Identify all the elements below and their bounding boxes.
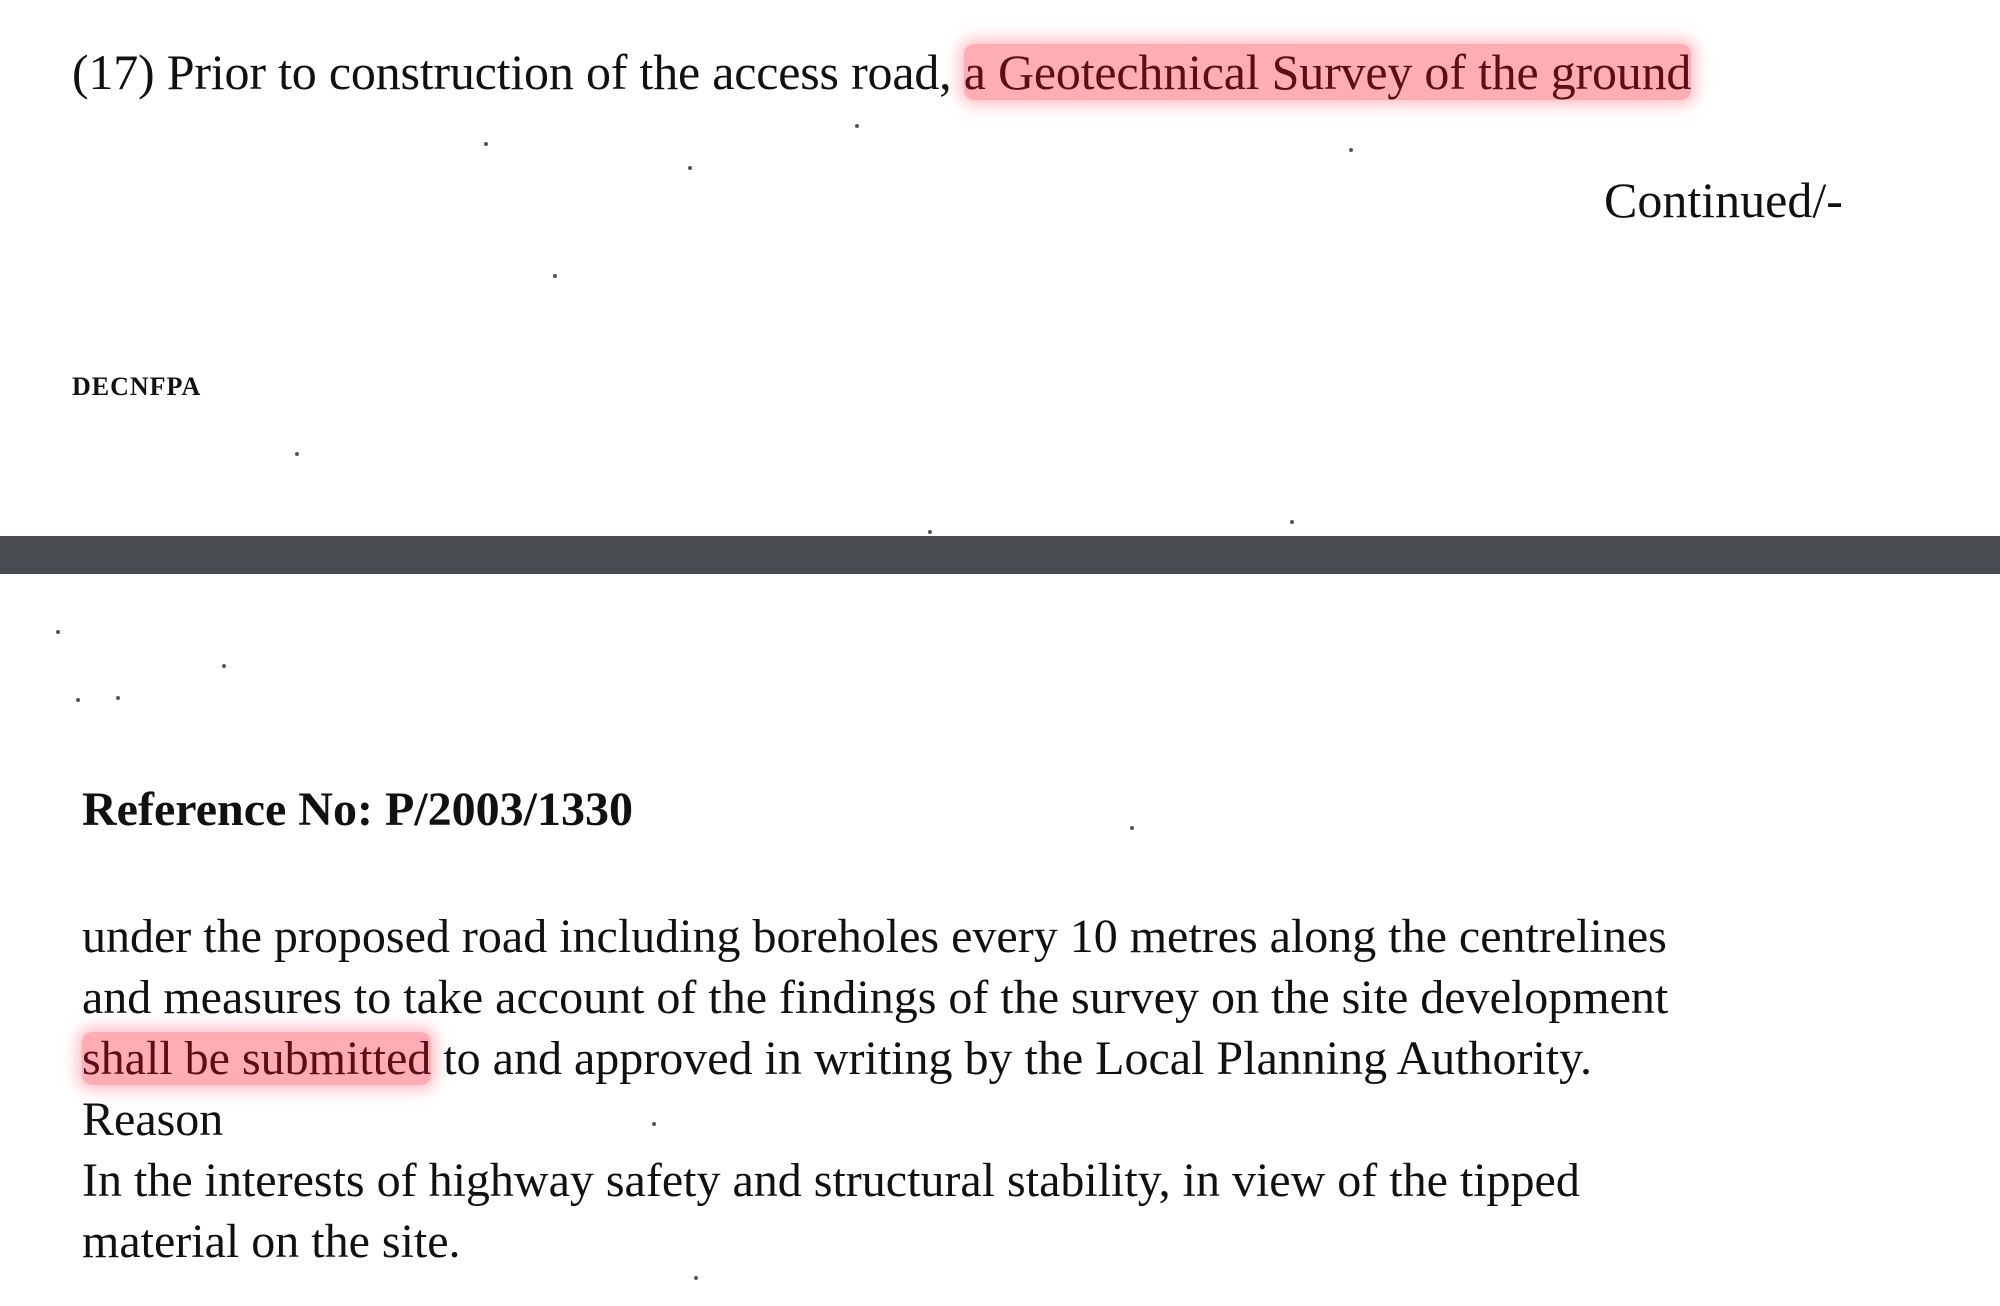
paragraph-17 [72, 42, 1691, 102]
body-line-1: under the proposed road including boreholes every 10 metres along the centrelines [82, 910, 1667, 963]
paragraph-17-text: (17) Prior to construction of the access road, [72, 44, 964, 100]
scan-speck [295, 452, 299, 456]
continued-marker: Continued/- [1604, 172, 1843, 228]
scan-speck [1290, 520, 1294, 524]
scan-speck [1130, 826, 1134, 830]
highlighted-geotechnical-survey: a Geotechnical Survey of the ground [963, 44, 1692, 100]
page-divider [0, 536, 2000, 574]
reference-number: Reference No: P/2003/1330 [82, 783, 633, 836]
body-line-2: and measures to take account of the findings of the survey on the site development [82, 971, 1669, 1024]
scan-speck [116, 696, 120, 700]
document-footer-code: DECNFPA [72, 372, 202, 401]
reason-heading: Reason [82, 1093, 224, 1146]
body-line-3 [82, 1028, 1982, 1089]
scan-speck [688, 166, 692, 170]
scan-speck [56, 630, 60, 634]
body-line-5: In the interests of highway safety and structural stability, in view of the tipped [82, 1154, 1580, 1207]
scan-speck [694, 1276, 698, 1280]
highlighted-shall-be-submitted: shall be submitted [82, 1032, 432, 1085]
scan-speck [855, 124, 859, 128]
document-page-top [0, 0, 2000, 536]
scan-speck [76, 698, 80, 702]
scan-speck [928, 530, 932, 534]
body-line-6: material on the site. [82, 1215, 461, 1268]
scan-speck [484, 142, 488, 146]
scan-speck [1349, 148, 1353, 152]
scan-speck [222, 664, 226, 668]
scan-speck [553, 274, 557, 278]
body-line-3-rest: to and approved in writing by the Local Planning Authority. [431, 1032, 1592, 1085]
condition-body [82, 906, 1982, 1272]
